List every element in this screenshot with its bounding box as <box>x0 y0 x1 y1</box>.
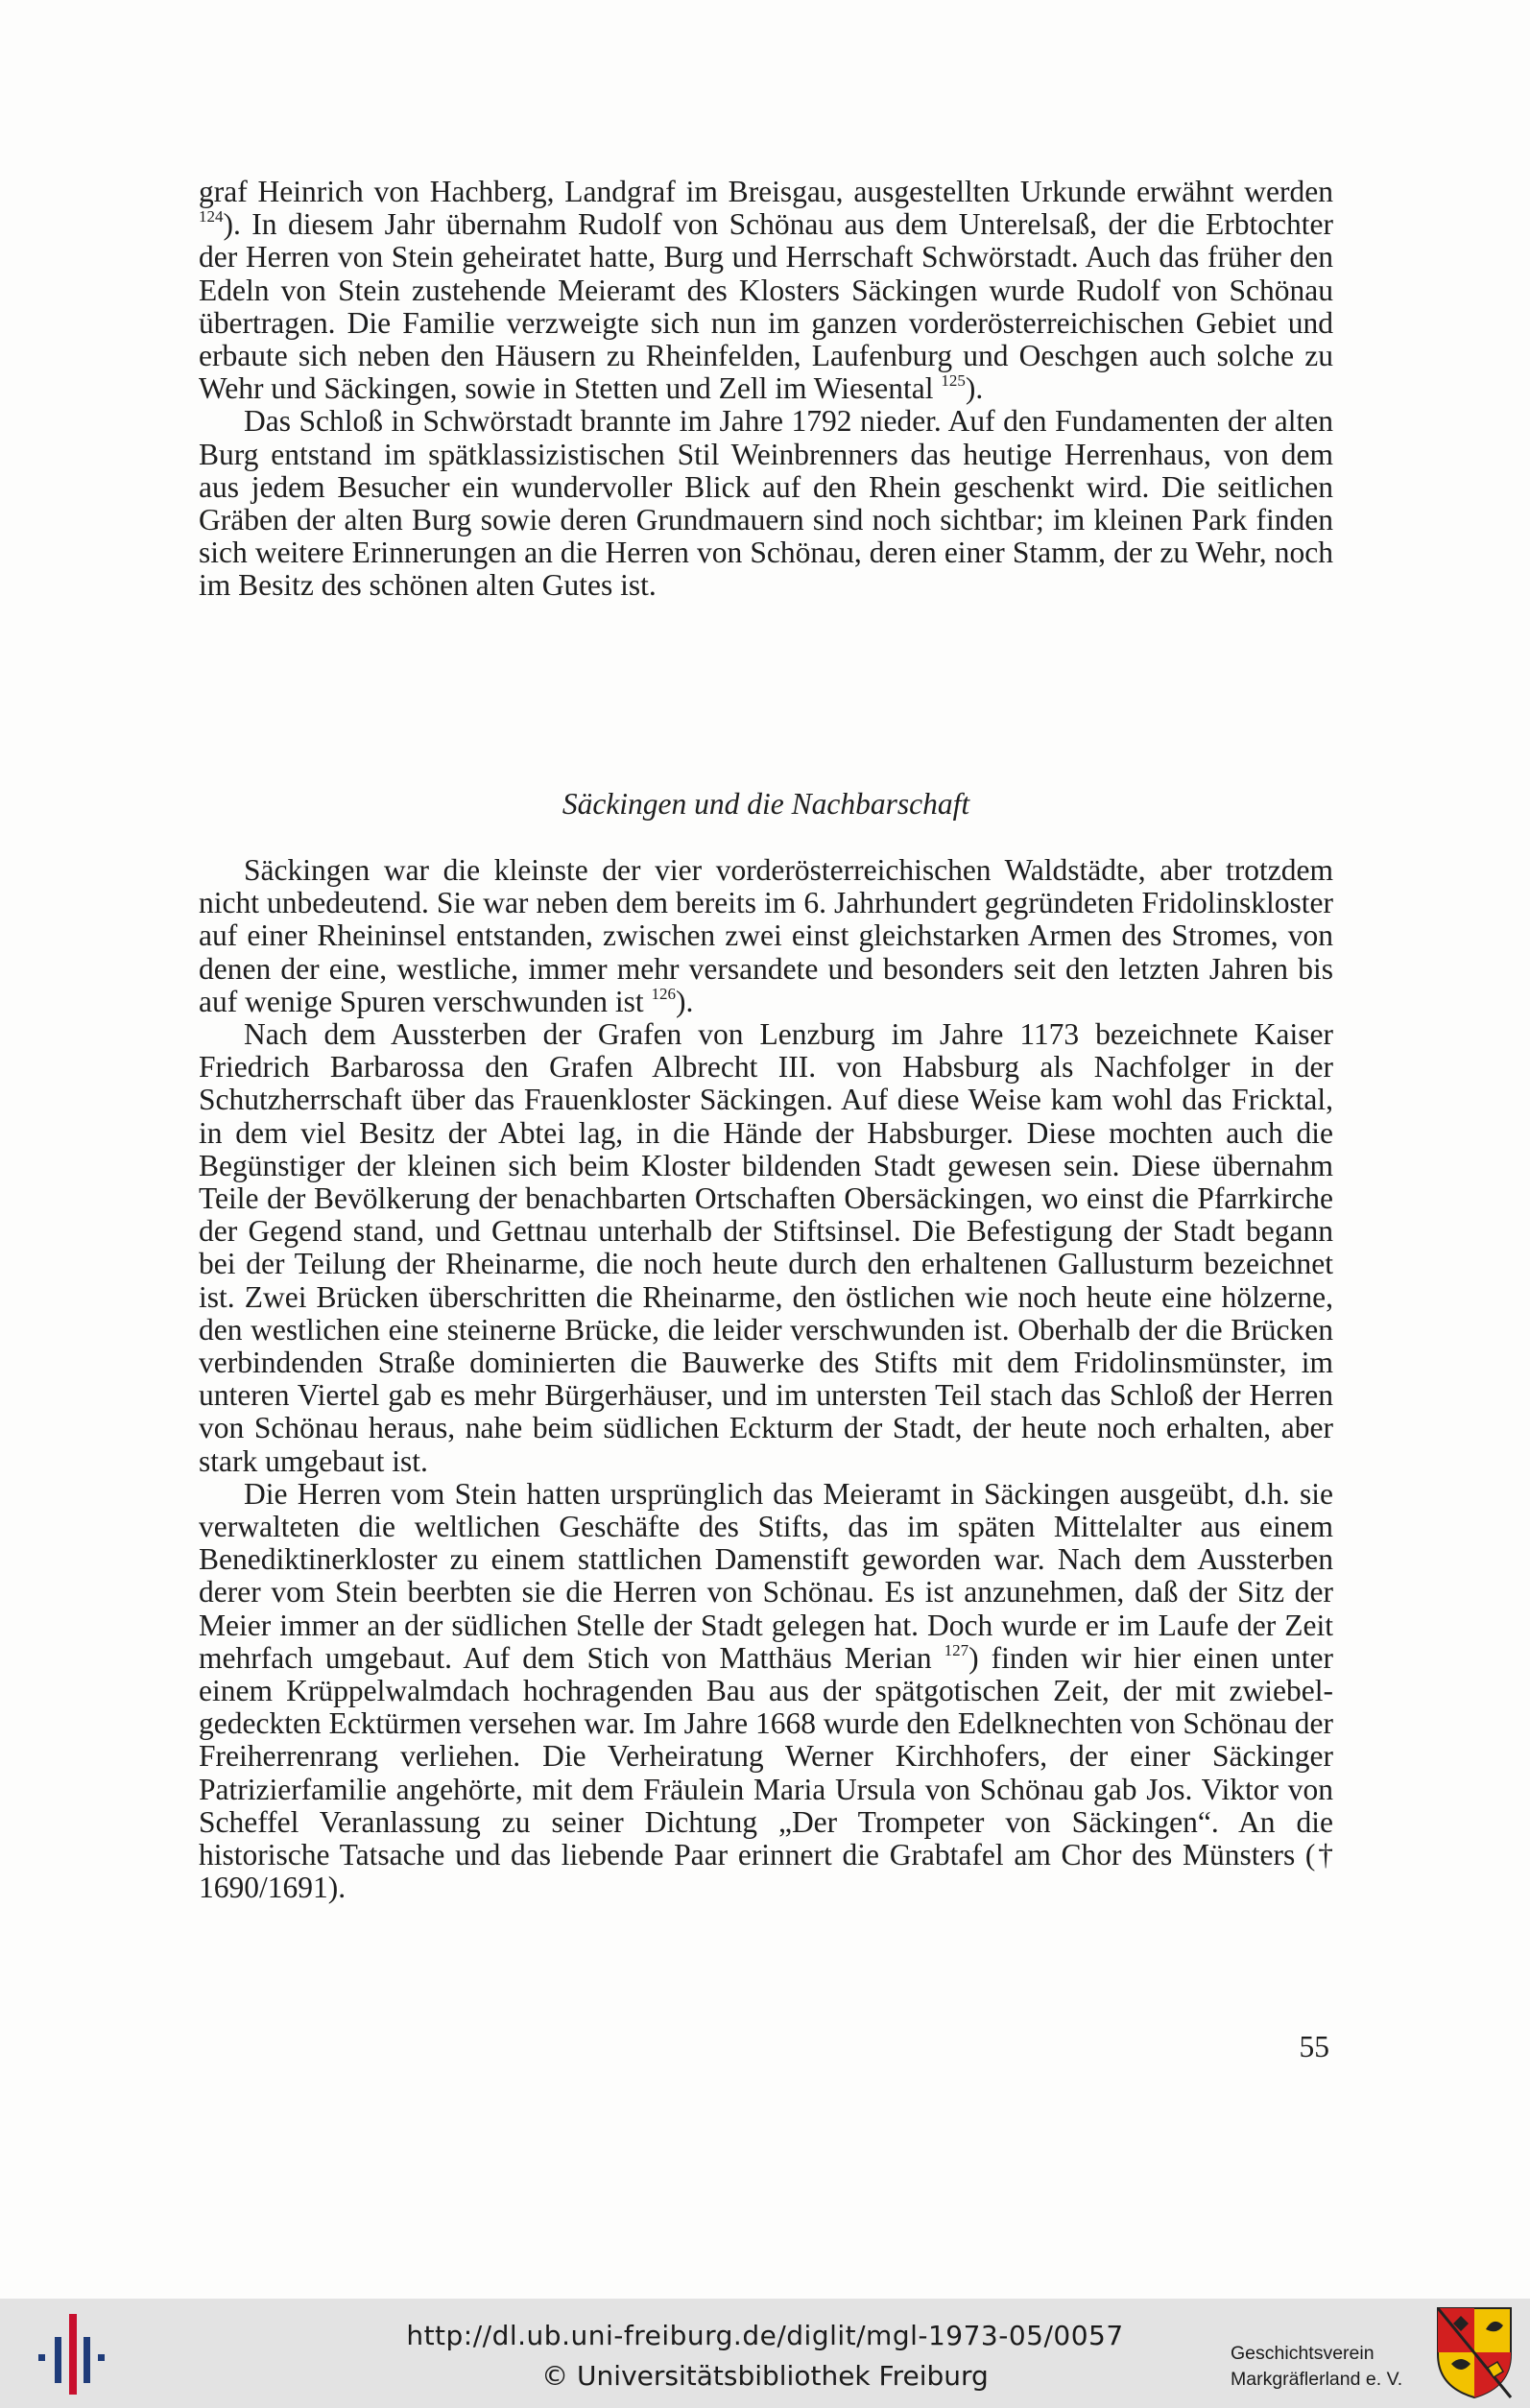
footnote-ref-124[interactable]: 124 <box>199 207 224 226</box>
paragraph-3-part-b: ). <box>676 984 694 1018</box>
viewer-footer <box>0 2299 1530 2408</box>
paragraph-4: Nach dem Aussterben der Grafen von Lenzburg im Jahre 1173 bezeichnete Kaiser Friedrich Barbarossa den Grafen Albrecht III. von Habsburg als Nachfolger in der Schutzherrschaft über das Frauenkloster Säckingen. Auf diese Weise kam wohl das Fricktal, in dem viel Besitz der Abtei lag, in die Hände der Habsburger. Diese mochten auch die Begünstiger der kleinen sich beim Kloster bildenden Stadt gewesen sein. Diese übernahm Teile der Bevölkerung der benachbarten Ortschaften Obersäckingen, wo einst die Pfarrkirche der Gegend stand, und Gettnau unterhalb der Stiftsinsel. Die Befestigung der Stadt begann bei der Teilung der Rheinarme, die noch heute durch den erhaltenen Gallusturm bezeichnet ist. Zwei Brücken überschritten die Rheinarme, den östlichen wie noch heute eine hölzerne, den westlichen eine steinerne Brücke, die leider verschwunden ist. Oberhalb der die Brücken verbindenden Straße dominierten die Bauwerke des Stifts mit dem Fridolinsmünster, im unteren Viertel gab es mehr Bürgerhäuser, und im untersten Teil stach das Schloß der Herren von Schönau heraus, nahe beim südlichen Eckturm der Stadt, der heute noch erhalten, aber stark umgebaut ist. <box>199 1017 1333 1478</box>
footnote-ref-125[interactable]: 125 <box>941 371 966 391</box>
paragraph-5-part-b: ) finden wir hier einen unter einem Krüppelwalmdach hochragenden Bau aus der spätgotischen Zeit, der mit zwiebelgedeckten Ecktürmen versehen war. Im Jahre 1668 wurde den Edelknechten von Schönau der Freiherrenrang verliehen. Die Verheiratung Werner Kirchhofers, der einer Säckinger Patrizierfamilie angehörte, mit dem Fräulein Maria Ursula von Schönau gab Jos. Viktor von Scheffel Veranlassung zu seiner Dichtung „Der Trompeter von Säckingen“. An die historische Tatsache und das liebende Paar erinnert die Grabtafel am Chor des Münsters († 1690/1691). <box>199 1640 1333 1905</box>
paragraph-1-part-a: graf Heinrich von Hachberg, Landgraf im Breisgau, ausgestellten Urkunde erwähnt werden <box>199 175 1333 208</box>
copyright-notice: © Universitätsbibliothek Freiburg <box>541 2360 989 2392</box>
document-url-link[interactable]: http://dl.ub.uni-freiburg.de/diglit/mgl-1973-05/0057 <box>406 2320 1124 2351</box>
society-name-line-2: Markgräflerland e. V. <box>1231 2369 1403 2390</box>
text-block-upper <box>199 176 1333 603</box>
footnote-ref-126[interactable]: 126 <box>651 984 677 1003</box>
paragraph-1-part-b: ). In diesem Jahr übernahm Rudolf von Schönau aus dem Unterelsaß, der die Erbtochter der Herren von Stein geheiratet hatte, Burg und Herrschaft Schwörstadt. Auch das früher den Edeln von Stein zustehende Meieramt des Klosters Säckingen wurde Rudolf von Schönau übertragen. Die Familie verzweigte sich nun im ganzen vorderösterreichischen Gebiet und erbaute sich neben den Häusern zu Rheinfelden, Laufenburg und Oeschgen auch solche zu Wehr und Säckingen, sowie in Stetten und Zell im Wiesental <box>199 207 1333 406</box>
page-number: 55 <box>1299 2030 1329 2063</box>
footnote-ref-127[interactable]: 127 <box>944 1640 969 1659</box>
paragraph-1-part-c: ). <box>965 371 984 406</box>
paragraph-1 <box>199 176 1333 405</box>
paragraph-3 <box>199 854 1333 1018</box>
paragraph-3-part-a: Säckingen war die kleinste der vier vorderösterreichischen Waldstädte, aber trotzdem nicht unbedeutend. Sie war neben dem bereits im 6. Jahrhundert gegründeten Fridolinskloster auf einer Rheininsel entstanden, zwischen zwei einst gleichstarken Armen des Stromes, von denen der eine, westliche, immer mehr versandete und besonders seit den letzten Jahren bis auf wenige Spuren verschwunden ist <box>199 853 1333 1018</box>
society-name-line-1: Geschichtsverein <box>1231 2343 1375 2364</box>
paragraph-5 <box>199 1478 1333 1905</box>
coat-of-arms-icon[interactable] <box>1434 2304 1515 2400</box>
paragraph-2: Das Schloß in Schwörstadt brannte im Jahre 1792 nieder. Auf den Fundamenten der alten Burg entstand im spätklassizistischen Stil Weinbrenners das heutige Herrenhaus, von dem aus jedem Besucher ein wundervoller Blick auf den Rhein geschenkt wird. Die seitlichen Gräben der alten Burg sowie deren Grundmauern sind noch sichtbar; im kleinen Park finden sich weitere Erinnerungen an die Herren von Schönau, deren einer Stamm, der zu Wehr, noch im Besitz des schönen alten Gutes ist. <box>199 404 1333 603</box>
society-name <box>1231 2341 1402 2393</box>
text-block-lower <box>199 854 1333 1905</box>
paragraph-5-part-a: Die Herren vom Stein hatten ursprünglich das Meieramt in Säckingen ausgeübt, d.h. sie verwalteten die weltlichen Geschäfte des Stifts, das im späten Mittelalter aus einem Benediktinerkloster zu einem stattlichen Damenstift geworden war. Nach dem Aussterben derer vom Stein beerbten sie die Herren von Schönau. Es ist anzunehmen, daß der Sitz der Meier immer an der südlichen Stelle der Stadt gelegen hat. Doch wurde er im Laufe der Zeit mehrfach umgebaut. Auf dem Stich von Matthäus Merian <box>199 1476 1333 1675</box>
section-heading: Säckingen und die Nachbarschaft <box>562 787 970 821</box>
